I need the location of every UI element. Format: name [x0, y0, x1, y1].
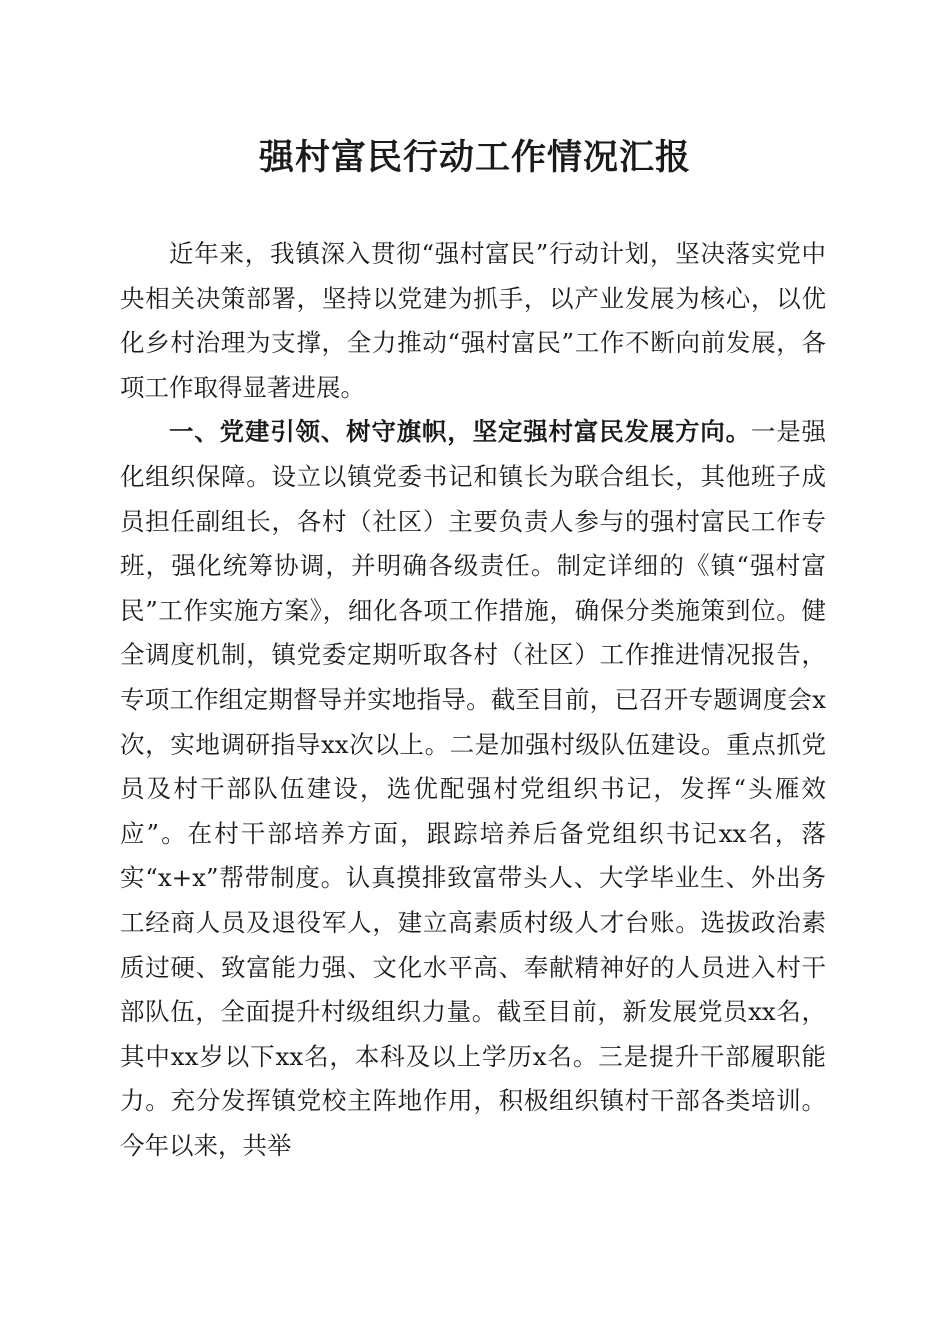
section-one-heading: 一、党建引领、树守旗帜，坚定强村富民发展方向。 — [169, 417, 751, 447]
section-one-paragraph — [120, 410, 826, 1168]
document-body — [120, 232, 826, 1168]
document-title: 强村富民行动工作情况汇报 — [258, 137, 691, 178]
intro-paragraph — [120, 232, 826, 410]
intro-paragraph-text: 近年来，我镇深入贯彻“强村富民”行动计划，坚决落实党中央相关决策部署，坚持以党建为抓手，以产业发展为核心，以优化乡村治理为支撑，全力推动“强村富民”工作不断向前发展，各项工作取得显著进展。 — [120, 239, 826, 402]
section-one-text: 一是强化组织保障。设立以镇党委书记和镇长为联合组长，其他班子成员担任副组长，各村（社区）主要负责人参与的强村富民工作专班，强化统筹协调，并明确各级责任。制定详细的《镇“强村富民”工作实施方案》，细化各项工作措施，确保分类施策到位。健全调度机制，镇党委定期听取各村（社区）工作推进情况报告，专项工作组定期督导并实地指导。截至目前，已召开专题调度会x次，实地调研指导xx次以上。二是加强村级队伍建设。重点抓党员及村干部队伍建设，选优配强村党组织书记，发挥“头雁效应”。在村干部培养方面，跟踪培养后备党组织书记xx名，落实“x+x”帮带制度。认真摸排致富带头人、大学毕业生、外出务工经商人员及退役军人，建立高素质村级人才台账。选拔政治素质过硬、致富能力强、文化水平高、奉献精神好的人员进入村干部队伍，全面提升村级组织力量。截至目前，新发展党员xx名，其中xx岁以下xx名，本科及以上学历x名。三是提升干部履职能力。充分发挥镇党校主阵地作用，积极组织镇村干部各类培训。今年以来，共举 — [120, 417, 827, 1160]
